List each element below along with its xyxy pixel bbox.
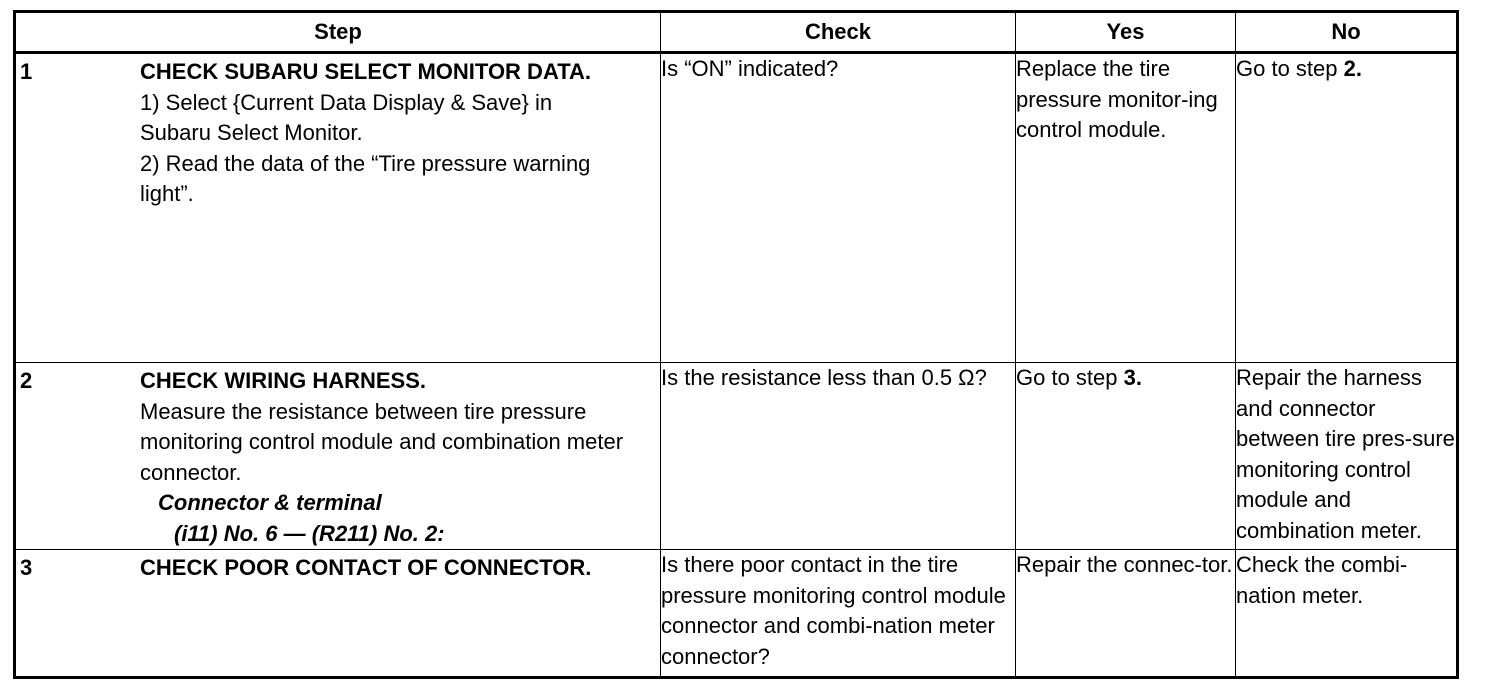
step-cell xyxy=(15,53,661,363)
no-text: Go to step xyxy=(1236,56,1344,81)
step-instruction: light”. xyxy=(140,181,194,206)
yes-text: Go to step xyxy=(1016,365,1124,390)
step-cell xyxy=(15,363,661,550)
header-row xyxy=(15,12,1458,53)
yes-cell: Replace the tire pressure monitor-ing control module. xyxy=(1016,53,1236,363)
header-step: Step xyxy=(15,12,661,53)
connector-label: Connector & terminal xyxy=(158,490,382,515)
yes-end: . xyxy=(1135,365,1142,390)
step-reference: 2 xyxy=(1343,56,1356,81)
step-instruction: Subaru Select Monitor. xyxy=(140,120,363,145)
no-end: . xyxy=(1355,56,1362,81)
table-row xyxy=(15,550,1458,678)
step-title: CHECK POOR CONTACT OF CONNECTOR. xyxy=(140,555,592,580)
no-cell: Check the combi-nation meter. xyxy=(1236,550,1458,678)
header-check: Check xyxy=(661,12,1016,53)
table-row xyxy=(15,53,1458,363)
no-cell xyxy=(1236,53,1458,363)
step-instruction: Measure the resistance between tire pressure monitoring control module and combination meter connector. xyxy=(140,398,624,485)
check-cell: Is there poor contact in the tire pressure monitoring control module connector and combi-nation meter connector? xyxy=(661,550,1016,678)
step-instruction: 1) Select {Current Data Display & Save} in xyxy=(140,89,553,115)
connector-value: (i11) No. 6 — (R211) No. 2: xyxy=(174,520,445,546)
header-yes: Yes xyxy=(1016,12,1236,53)
header-no: No xyxy=(1236,12,1458,53)
step-number: 2 xyxy=(20,368,33,393)
step-title: CHECK WIRING HARNESS. xyxy=(140,368,427,393)
check-cell: Is “ON” indicated? xyxy=(661,53,1016,363)
table-row xyxy=(15,363,1458,550)
step-title: CHECK SUBARU SELECT MONITOR DATA. xyxy=(140,59,591,84)
check-cell: Is the resistance less than 0.5 Ω? xyxy=(661,363,1016,550)
yes-cell: Repair the connec-tor. xyxy=(1016,550,1236,678)
yes-cell xyxy=(1016,363,1236,550)
step-number: 1 xyxy=(20,59,33,84)
no-cell: Repair the harness and connector between tire pres-sure monitoring control module and combination meter. xyxy=(1236,363,1458,550)
step-number: 3 xyxy=(20,555,33,580)
step-instruction: 2) Read the data of the “Tire pressure warning xyxy=(140,150,591,176)
step-cell xyxy=(15,550,661,678)
diagnosis-table xyxy=(13,10,1459,679)
step-reference: 3 xyxy=(1123,365,1136,390)
